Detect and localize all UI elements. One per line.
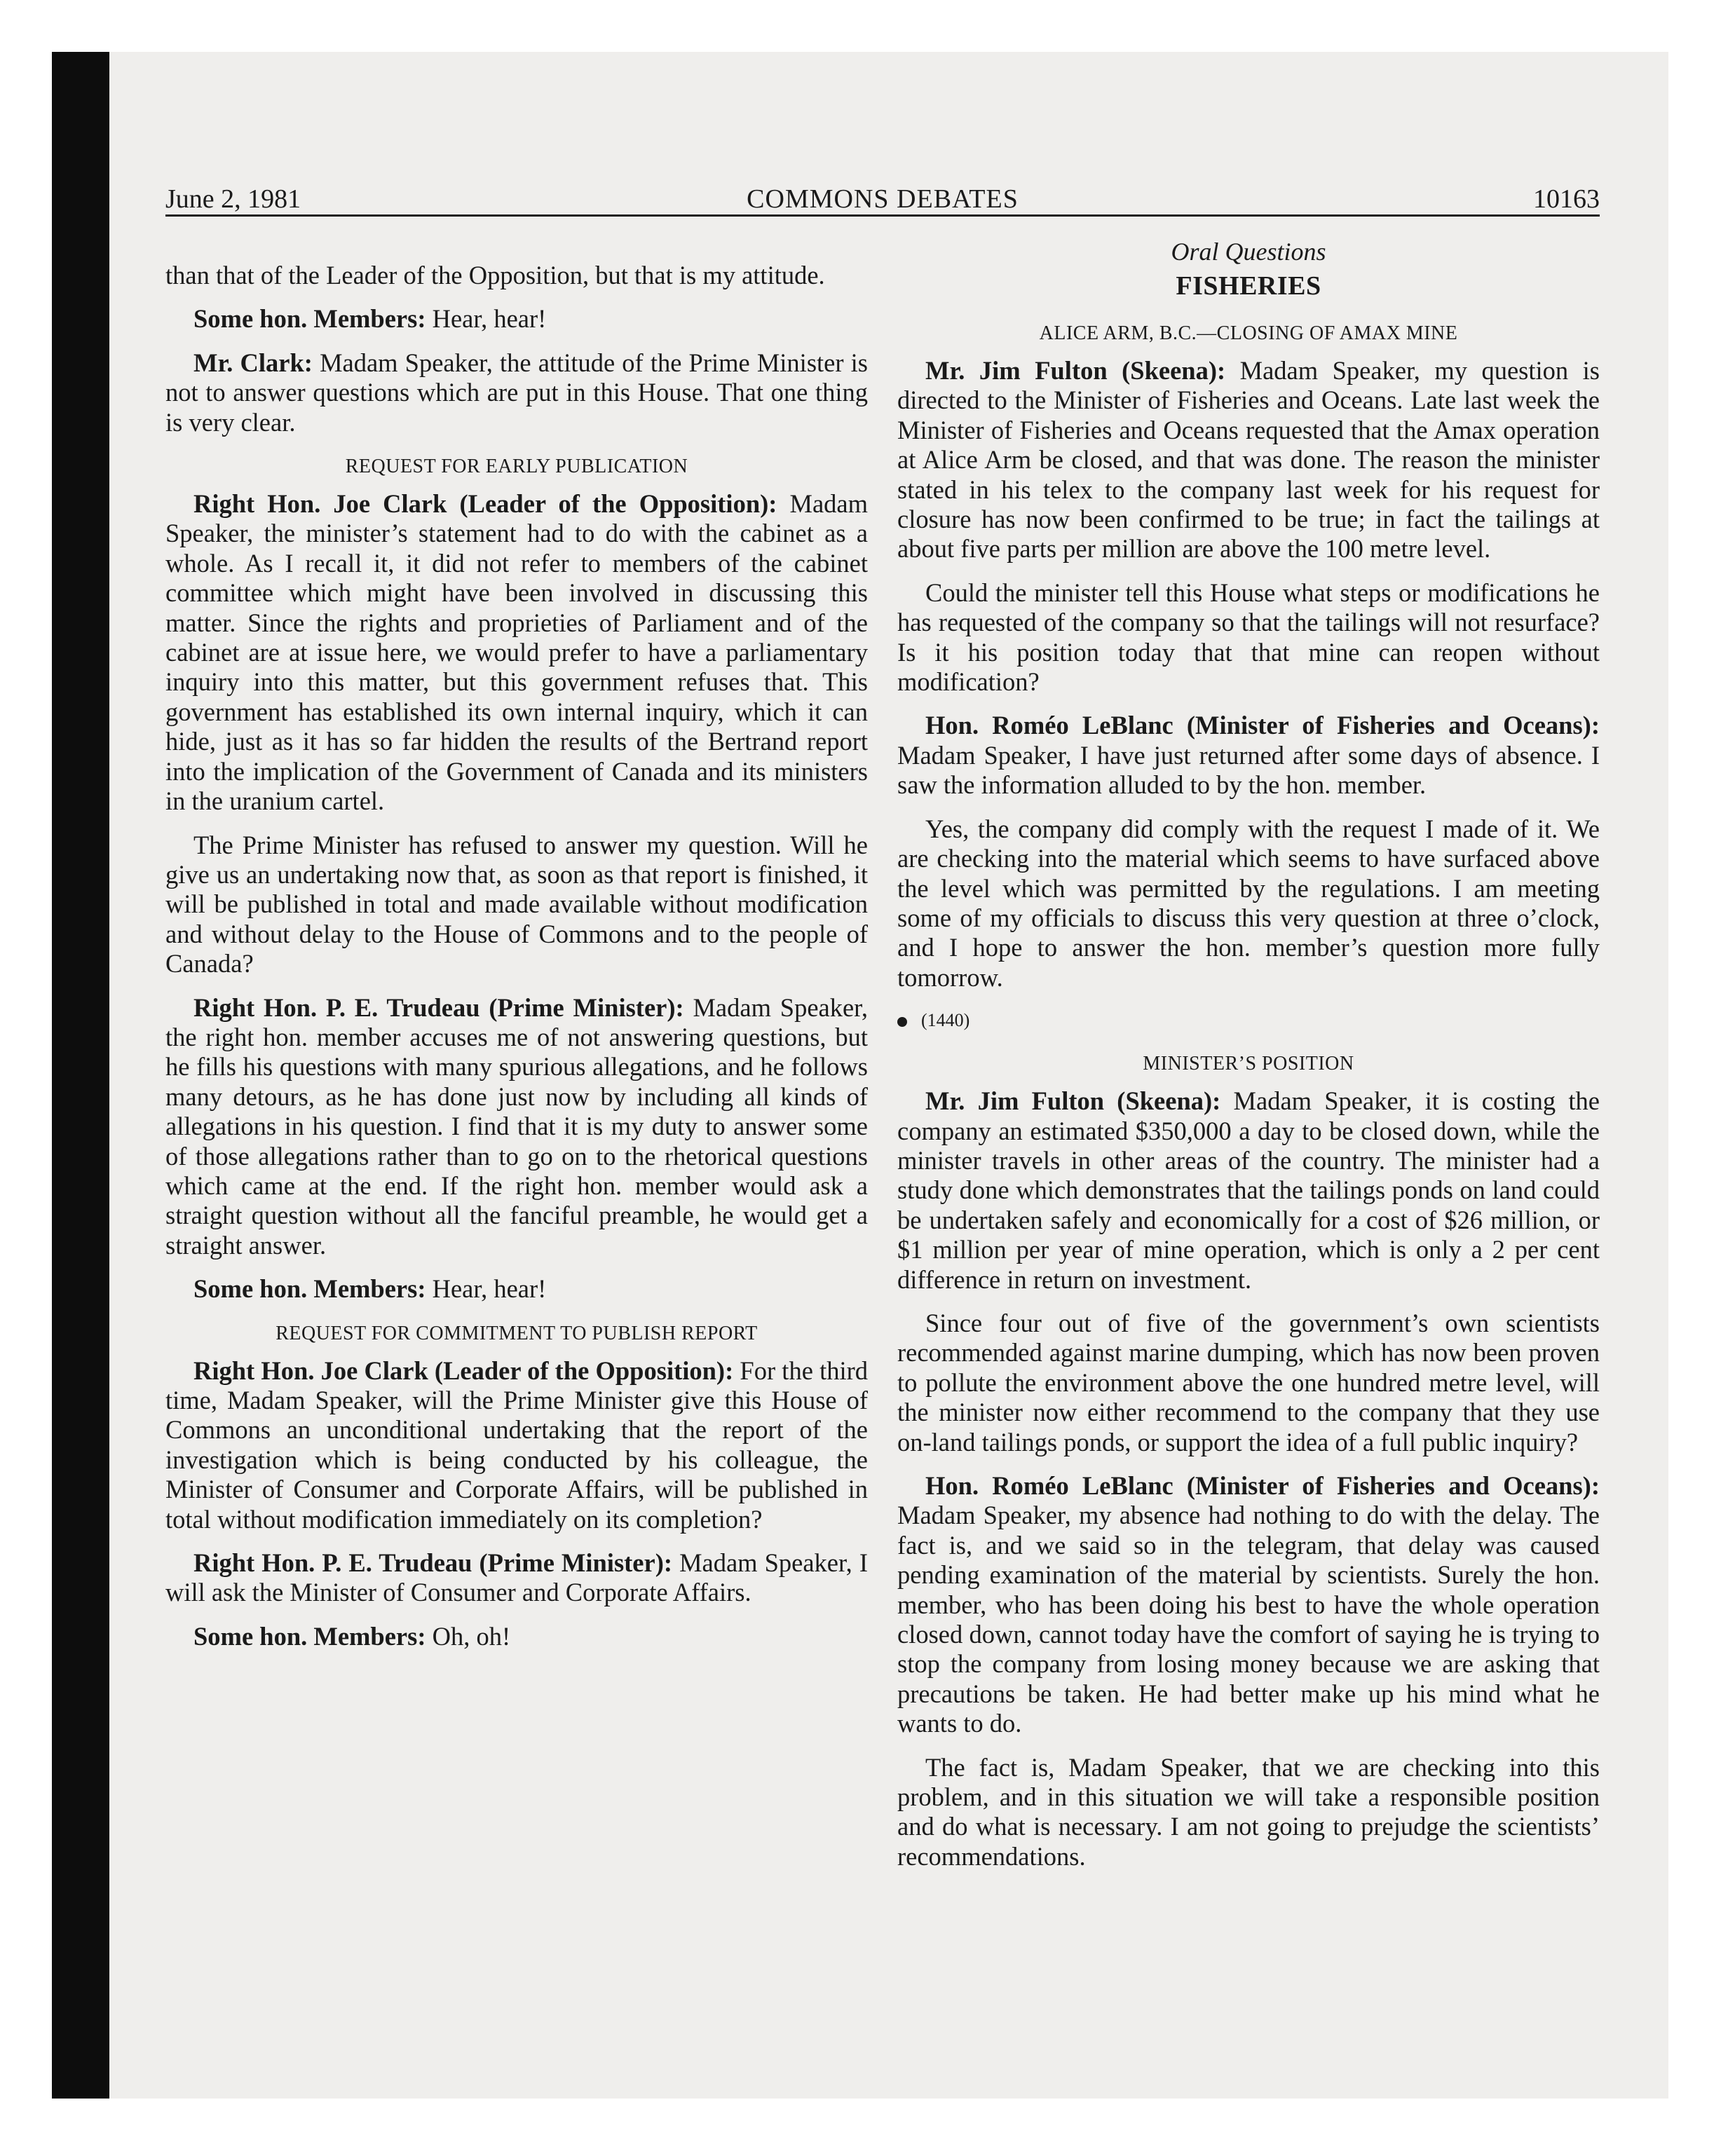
speaker-name: Hon. Roméo LeBlanc (Minister of Fisheries and Oceans): xyxy=(925,1471,1600,1500)
speech-text: Hear, hear! xyxy=(426,304,547,334)
subheading: REQUEST FOR COMMITMENT TO PUBLISH REPORT xyxy=(275,1322,758,1344)
speech-text: Madam Speaker, the minister’s statement had to do with the cabinet as a whole. As I recall it, it did not refer to members of the cabinet committee which might have been involved in discussing this matter. Since the rights and proprieties of Parliament and of the cabinet are at issue here, we would prefer to have a parliamentary inquiry into this matter, but this government refuses that. This government has established its own internal inquiry, which it can hide, just as it has so far hidden the results of the Bertrand report into the implication of the Government of Canada and its ministers in the uranium cartel. xyxy=(165,489,868,816)
paragraph xyxy=(165,348,868,437)
paragraph xyxy=(897,1471,1600,1739)
paragraph xyxy=(165,1356,868,1534)
paragraph xyxy=(897,356,1600,564)
page-header xyxy=(165,181,1600,217)
paragraph: than that of the Leader of the Opposition, but that is my attitude. xyxy=(165,261,825,289)
speaker-name: Some hon. Members: xyxy=(193,1621,426,1651)
bullet-icon xyxy=(897,1017,907,1027)
paragraph xyxy=(165,1622,868,1651)
left-column xyxy=(165,261,868,1665)
speaker-name: Right Hon. P. E. Trudeau (Prime Minister): xyxy=(193,992,684,1022)
paragraph: The fact is, Madam Speaker, that we are checking into this problem, and in this situation we will take a responsible position and do what is necessary. I am not going to prejudge the scientists’ recommendations. xyxy=(897,1752,1600,1871)
speech-text: Madam Speaker, I have just returned after some days of absence. I saw the information alluded to by the hon. member. xyxy=(897,740,1600,800)
speaker-name: Mr. Jim Fulton (Skeena): xyxy=(925,1086,1221,1116)
subheading: REQUEST FOR EARLY PUBLICATION xyxy=(345,456,688,478)
speaker-name: Some hon. Members: xyxy=(193,1274,426,1304)
subheading: ALICE ARM, B.C.—CLOSING OF AMAX MINE xyxy=(1039,322,1458,344)
speech-text: Hear, hear! xyxy=(426,1274,547,1304)
subheading: MINISTER’S POSITION xyxy=(1143,1053,1354,1075)
speech-text: Madam Speaker, I will ask the Minister of Consumer and Corporate Affairs. xyxy=(165,1548,868,1607)
time-marker xyxy=(897,1007,1600,1035)
speech-text: Madam Speaker, the right hon. member accuses me of not answering questions, but he fills his questions with many spurious allegations, and he follows many detours, as he has done just now by including all kinds of allegations in his question. I find that it is my duty to answer some of those allegations rather than to go on to the rhetorical questions which came at the end. If the right hon. member would ask a straight question without all the fanciful preamble, he would get a straight answer. xyxy=(165,992,868,1260)
paragraph xyxy=(897,711,1600,800)
paragraph xyxy=(165,993,868,1261)
speaker-name: Some hon. Members: xyxy=(193,304,426,334)
header-date: June 2, 1981 xyxy=(165,184,301,214)
paragraph xyxy=(165,304,868,334)
speaker-name: Hon. Roméo LeBlanc (Minister of Fisheries and Oceans): xyxy=(925,711,1600,740)
speaker-name: Right Hon. P. E. Trudeau (Prime Minister): xyxy=(193,1548,673,1578)
speaker-name: Right Hon. Joe Clark (Leader of the Opposition): xyxy=(193,1356,734,1385)
speech-text: For the third time, Madam Speaker, will the Prime Minister give this House of Commons an unconditional undertaking that the report of the investigation which is being conducted by his colleague, the Minister of Consumer and Corporate Affairs, will be published in total without modification immediately on its completion? xyxy=(165,1356,869,1534)
paragraph: Yes, the company did comply with the request I made of it. We are checking into the material which seems to have surfaced above the level which was permitted by the regulations. I am meeting some of my officials to discuss this very question at three o’clock, and I hope to answer the hon. member’s question more fully tomorrow. xyxy=(897,814,1600,992)
paragraph xyxy=(165,1548,868,1608)
header-rule xyxy=(165,214,1600,217)
right-column xyxy=(897,236,1600,1885)
paragraph: Could the minister tell this House what steps or modifications he has requested of the company so that the tailings will not resurface? Is it his position today that that mine can reopen without modification? xyxy=(897,578,1600,697)
speaker-name: Mr. Jim Fulton (Skeena): xyxy=(925,356,1226,385)
paragraph xyxy=(165,1274,868,1304)
paragraph: The Prime Minister has refused to answer my question. Will he give us an undertaking now that, as soon as that report is finished, it will be published in total and made available without modification and without delay to the House of Commons and to the people of Canada? xyxy=(165,830,868,978)
time-stamp: (1440) xyxy=(921,1010,970,1031)
speech-text: Madam Speaker, my question is directed to the Minister of Fisheries and Oceans. Late last week the Minister of Fisheries and Oceans requested that the Amax operation at Alice Arm be closed, and that was done. The reason the minister stated in his telex to the company last week for his request for closure has now been confirmed to be true; in fact the tailings at about five parts per million are above the 100 metre level. xyxy=(897,356,1600,564)
speaker-name: Mr. Clark: xyxy=(193,348,313,377)
speech-text: Oh, oh! xyxy=(426,1621,511,1651)
paragraph xyxy=(165,489,868,816)
paragraph xyxy=(897,1086,1600,1295)
section-title: FISHERIES xyxy=(1176,271,1321,301)
speaker-name: Right Hon. Joe Clark (Leader of the Opposition): xyxy=(193,489,777,519)
speech-text: Madam Speaker, my absence had nothing to do with the delay. The fact is, and we said so in the telegram, that delay was caused pending examination of the material by scientists. Surely the hon. member, who has been doing his best to have the whole operation closed down, cannot today have the comfort of saying he is trying to stop the company from losing money because we are asking that precautions be taken. He had better make up his mind what he wants to do. xyxy=(897,1501,1600,1738)
header-page-number: 10163 xyxy=(1533,184,1600,214)
section-label: Oral Questions xyxy=(1171,238,1326,266)
binding-edge-shadow xyxy=(52,52,109,2099)
speech-text: Madam Speaker, it is costing the company an estimated $350,000 a day to be closed down, while the minister travels in other areas of the country. The minister had a study done which demonstrates that the tailings ponds on land could be undertaken safely and economically for a cost of $26 million, or $1 million per year of mine operation, which is only a 2 per cent difference in return on investment. xyxy=(897,1086,1600,1294)
paragraph: Since four out of five of the government’s own scientists recommended against marine dumping, which has now been proven to pollute the environment above the one hundred metre level, will the minister now either recommend to the company that they use on-land tailings ponds, or support the idea of a full public inquiry? xyxy=(897,1308,1600,1456)
speech-text: Madam Speaker, the attitude of the Prime Minister is not to answer questions which are put in this House. That one thing is very clear. xyxy=(165,348,868,437)
header-publication-title: COMMONS DEBATES xyxy=(747,184,1019,214)
